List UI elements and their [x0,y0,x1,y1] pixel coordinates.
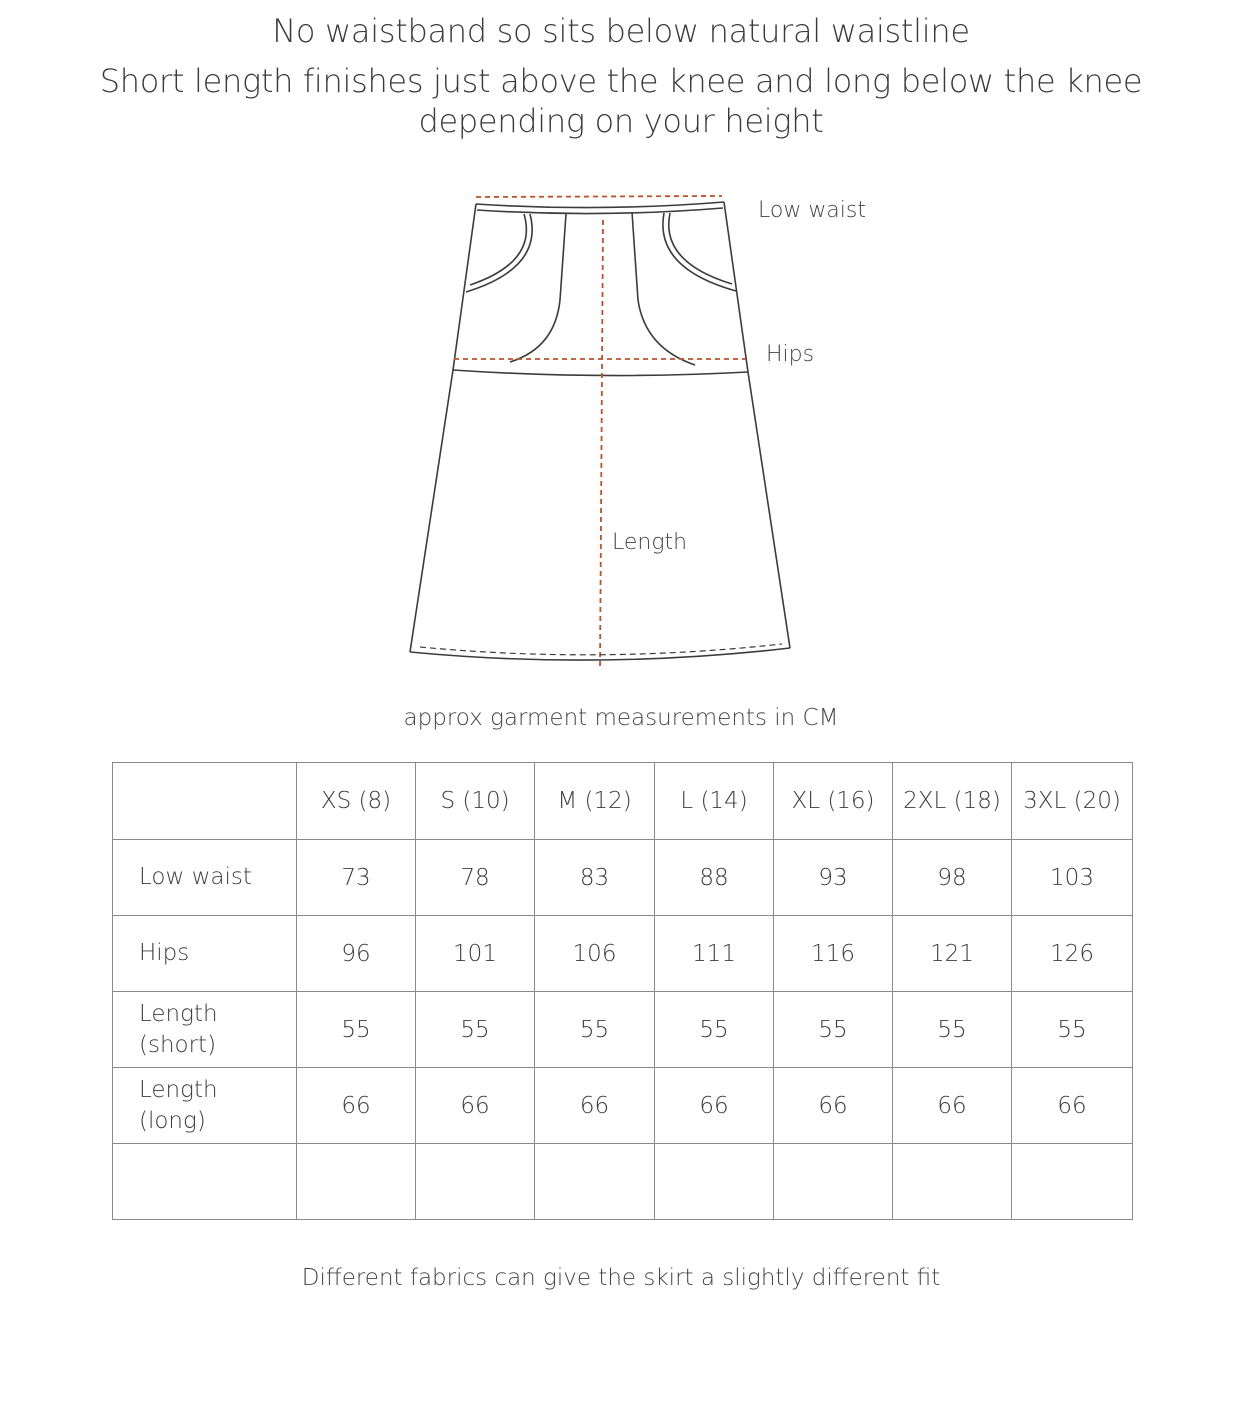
row-label-line-1: Length [139,1076,218,1103]
table-cell [774,1144,893,1220]
row-label: Low waist [113,840,297,916]
header-cell: 2XL (18) [893,763,1012,840]
table-cell: 103 [1012,840,1133,916]
heading-line-2: Short length finishes just above the knee and long below the knee [99,62,1143,100]
table-row [113,992,1133,1068]
label-low-waist: Low waist [758,198,866,223]
table-row-empty [113,1144,1133,1220]
table-cell: 101 [416,916,535,992]
table-cell: 93 [774,840,893,916]
row-label [113,992,297,1068]
measurement-caption: approx garment measurements in CM [403,705,839,731]
table-row [113,1068,1133,1144]
table-cell [893,1144,1012,1220]
header-cell: L (14) [655,763,774,840]
table-cell: 66 [1012,1068,1133,1144]
table-cell: 66 [297,1068,416,1144]
table-cell: 88 [655,840,774,916]
table-cell: 55 [893,992,1012,1068]
skirt-diagram [395,180,915,680]
heading-line-3: depending on your height [418,102,824,140]
header-cell: 3XL (20) [1012,763,1133,840]
table-cell: 111 [655,916,774,992]
row-label-line-2: (long) [139,1107,206,1134]
table-cell: 55 [297,992,416,1068]
table-cell: 66 [655,1068,774,1144]
table-cell: 55 [655,992,774,1068]
table-row [113,840,1133,916]
table-cell: 66 [893,1068,1012,1144]
header-cell: XL (16) [774,763,893,840]
table-cell: 55 [1012,992,1133,1068]
row-label [113,1068,297,1144]
table-cell: 66 [416,1068,535,1144]
size-chart-table [112,762,1133,1220]
table-cell: 55 [535,992,655,1068]
row-label-line-2: (short) [139,1031,217,1058]
header-cell: XS (8) [297,763,416,840]
table-cell [297,1144,416,1220]
label-length: Length [612,530,688,555]
table-cell: 55 [774,992,893,1068]
table-cell: 66 [774,1068,893,1144]
table-cell [655,1144,774,1220]
table-cell: 96 [297,916,416,992]
table-cell: 116 [774,916,893,992]
measure-lines [454,196,746,668]
table-cell: 106 [535,916,655,992]
fit-footnote: Different fabrics can give the skirt a slightly different fit [301,1265,941,1291]
table-cell: 55 [416,992,535,1068]
table-cell [1012,1144,1133,1220]
table-cell [113,1144,297,1220]
table-cell: 66 [535,1068,655,1144]
label-hips: Hips [766,342,815,367]
header-cell: M (12) [535,763,655,840]
row-label: Hips [113,916,297,992]
table-cell: 83 [535,840,655,916]
table-cell: 73 [297,840,416,916]
table-header-row [113,763,1133,840]
header-cell: S (10) [416,763,535,840]
table-cell: 98 [893,840,1012,916]
row-label-line-1: Length [139,1000,218,1027]
table-row [113,916,1133,992]
heading-line-1: No waistband so sits below natural waistline [272,12,970,50]
table-cell: 126 [1012,916,1133,992]
table-cell: 78 [416,840,535,916]
table-cell [535,1144,655,1220]
header-cell-empty [113,763,297,840]
table-cell: 121 [893,916,1012,992]
table-cell [416,1144,535,1220]
